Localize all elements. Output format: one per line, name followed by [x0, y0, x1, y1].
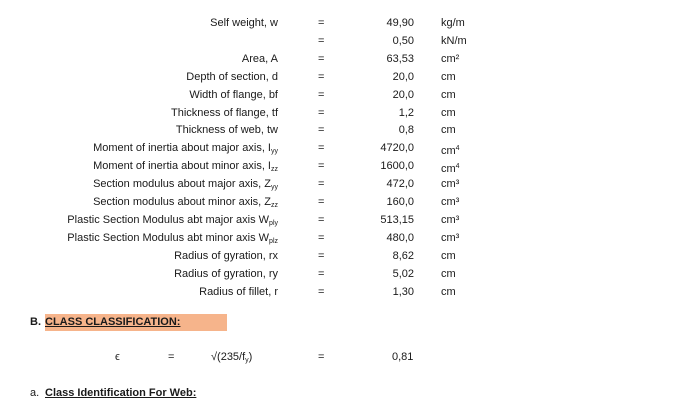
epsilon-formula-sub: y	[245, 357, 249, 364]
property-unit-text: cm	[441, 145, 456, 158]
property-row	[0, 176, 680, 193]
property-value: 480,0	[386, 231, 414, 244]
property-value: 5,02	[392, 267, 414, 280]
equals-sign: =	[318, 285, 325, 298]
epsilon-equals-2: =	[318, 351, 325, 363]
property-unit	[441, 176, 459, 193]
property-value: 1,30	[392, 285, 414, 298]
equals-sign: =	[318, 213, 325, 226]
section-b-title: CLASS CLASSIFICATION:	[45, 314, 227, 331]
property-value: 513,15	[380, 213, 414, 226]
property-unit	[441, 194, 459, 211]
property-unit	[441, 266, 456, 283]
property-label-text: Section modulus about minor axis, Z	[93, 196, 271, 208]
epsilon-value: 0,81	[392, 351, 414, 363]
property-unit-text: cm	[441, 285, 456, 298]
property-unit	[441, 15, 465, 32]
property-row	[0, 230, 680, 247]
property-label-subscript: zz	[271, 166, 278, 174]
property-unit	[441, 122, 456, 139]
property-unit-text: cm	[441, 70, 456, 83]
property-unit-text: kN/m	[441, 34, 467, 47]
property-label-text: Moment of inertia about major axis, I	[93, 142, 271, 155]
property-row	[0, 122, 680, 139]
property-value: 49,90	[386, 17, 414, 29]
equals-sign: =	[318, 267, 325, 280]
property-value: 0,50	[392, 34, 414, 47]
equals-sign: =	[318, 70, 325, 83]
property-label-text: Radius of gyration, ry	[174, 267, 278, 280]
equals-sign: =	[318, 124, 325, 137]
property-unit	[441, 33, 467, 50]
property-label-text: Moment of inertia about minor axis, I	[93, 160, 271, 173]
property-unit	[441, 51, 459, 68]
property-label	[174, 266, 278, 283]
equals-sign: =	[318, 249, 325, 262]
property-value: 160,0	[386, 196, 414, 208]
property-label	[189, 87, 278, 104]
property-value: 1,2	[398, 106, 414, 119]
epsilon-formula-post: )	[248, 351, 253, 363]
property-row	[0, 105, 680, 122]
section-b-number: B.	[30, 316, 41, 328]
property-row	[0, 158, 680, 175]
property-label	[186, 69, 278, 86]
equals-sign: =	[318, 52, 325, 65]
property-label	[199, 284, 278, 301]
property-row	[0, 284, 680, 301]
property-unit-text: cm	[441, 124, 456, 137]
property-value: 63,53	[386, 52, 414, 65]
section-a-title: Class Identification For Web:	[45, 387, 197, 399]
property-label-text: Width of flange, bf	[189, 88, 278, 101]
property-row	[0, 266, 680, 283]
property-unit-superscript: 4	[455, 163, 460, 171]
property-unit-text: cm	[441, 88, 456, 101]
property-value: 472,0	[386, 178, 414, 191]
property-label-text: Depth of section, d	[186, 70, 278, 83]
property-unit-text: cm³	[441, 196, 460, 208]
property-value: 0,8	[398, 124, 414, 137]
property-label-text: Thickness of flange, tf	[171, 106, 278, 119]
property-unit	[441, 212, 459, 229]
equals-sign: =	[318, 231, 325, 244]
property-label-text: Self weight, w	[210, 17, 278, 29]
property-unit-text: cm	[441, 106, 456, 119]
property-row	[0, 51, 680, 68]
property-row	[0, 15, 680, 32]
property-label	[171, 105, 278, 122]
property-value: 4720,0	[380, 142, 414, 155]
property-unit-text: cm	[441, 249, 456, 262]
epsilon-symbol: ϵ	[115, 351, 120, 363]
section-a-heading	[30, 385, 196, 402]
epsilon-equals-1: =	[168, 351, 175, 363]
property-unit-text: cm³	[441, 231, 460, 244]
property-label-text: Area, A	[241, 52, 278, 65]
property-unit-text: cm	[441, 267, 456, 280]
equals-sign: =	[318, 178, 325, 191]
property-label-subscript: ply	[269, 219, 278, 227]
epsilon-formula-pre: √(235/f	[211, 351, 246, 363]
equals-sign: =	[318, 142, 325, 155]
property-unit-superscript: 4	[455, 145, 460, 153]
property-unit	[441, 284, 456, 301]
property-label-text: Plastic Section Modulus abt minor axis W	[67, 231, 270, 244]
section-a-number: a.	[30, 387, 40, 399]
property-row	[0, 212, 680, 229]
property-row	[0, 87, 680, 104]
property-row	[0, 69, 680, 86]
property-value: 20,0	[392, 70, 414, 83]
property-label	[242, 51, 278, 68]
property-value: 8,62	[392, 249, 414, 262]
equals-sign: =	[318, 17, 325, 29]
property-unit	[441, 69, 456, 86]
property-value: 20,0	[392, 88, 414, 101]
property-unit	[441, 87, 456, 104]
equals-sign: =	[318, 88, 325, 101]
property-row	[0, 248, 680, 265]
property-unit	[441, 230, 459, 247]
property-unit	[441, 248, 456, 265]
property-label-subscript: yy	[271, 184, 278, 192]
epsilon-formula	[211, 349, 252, 369]
equals-sign: =	[318, 34, 325, 47]
property-value: 1600,0	[380, 160, 414, 173]
property-label	[174, 248, 278, 265]
section-b-heading	[30, 314, 227, 331]
property-unit-text: cm³	[441, 213, 460, 226]
property-row	[0, 194, 680, 211]
property-label-subscript: zz	[271, 202, 278, 209]
property-label-subscript: yy	[271, 148, 278, 156]
property-label-text: Plastic Section Modulus abt major axis W	[67, 213, 270, 226]
property-label-subscript: plz	[269, 237, 278, 245]
property-row	[0, 140, 680, 157]
property-unit-text: cm²	[441, 52, 460, 65]
property-unit-text: cm	[441, 163, 456, 176]
equals-sign: =	[318, 196, 325, 208]
equals-sign: =	[318, 160, 325, 173]
property-label-text: Radius of fillet, r	[199, 285, 278, 298]
property-label-text: Section modulus about major axis, Z	[93, 178, 271, 191]
property-unit-text: cm³	[441, 178, 460, 191]
equals-sign: =	[318, 106, 325, 119]
property-label	[210, 15, 278, 32]
property-label-text: Thickness of web, tw	[175, 124, 278, 137]
property-unit-text: kg/m	[441, 17, 465, 29]
epsilon-row	[0, 349, 680, 366]
property-unit	[441, 105, 456, 122]
property-label-text: Radius of gyration, rx	[174, 249, 278, 262]
property-label	[176, 122, 278, 139]
property-row	[0, 33, 680, 50]
